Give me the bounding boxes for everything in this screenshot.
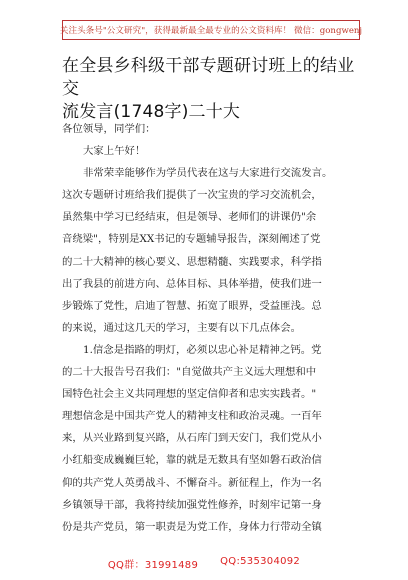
document-title <box>62 55 362 124</box>
title-line-2: 流发言(1748字)二十大 <box>62 102 241 122</box>
body-line: 小红船变成巍巍巨轮，靠的就是无数具有坚如磐石政治信 <box>62 454 322 467</box>
body-line: 的二十大报告号召我们："自觉做共产主义远大理想和中 <box>62 366 317 379</box>
body-line: 这次专题研讨班给我们提供了一次宝贵的学习交流机会， <box>62 189 322 202</box>
qq-number: QQ:535304092 <box>220 556 301 567</box>
body-line: 音绕梁"，特别是XX书记的专题辅导报告，深刻阐述了党 <box>62 233 321 246</box>
body-line: 非常荣幸能够作为学员代表在这与大家进行交流发言。 <box>83 167 333 180</box>
title-line-1: 在全县乡科级干部专题研讨班上的结业交 <box>62 56 355 99</box>
body-line: 仰的共产党人英勇战斗、不懈奋斗。新征程上，作为一名 <box>62 476 322 489</box>
promo-banner <box>59 20 363 40</box>
promo-banner-text: 关注头条号"公文研究"，获得最新最全最专业的公文资料库！ 微信：gongwenj <box>59 26 363 36</box>
body-line: 的来说，通过这几天的学习，主要有以下几点体会。 <box>62 321 301 334</box>
document-body <box>62 118 352 538</box>
body-line: 来，从兴业路到复兴路，从石库门到天安门，我们党从小 <box>62 432 322 445</box>
body-line: 份是共产党员，第一职责是为党工作，身体力行带动全镇 <box>62 520 322 533</box>
body-line: 1.信念是指路的明灯，必须以忠心补足精神之钙。党 <box>83 343 322 356</box>
body-line: 各位领导，同学们： <box>62 123 156 135</box>
body-line: 步锻炼了党性，启迪了智慧、拓宽了眼界，受益匪浅。总 <box>62 299 322 312</box>
body-line: 的二十大精神的核心要义、思想精髓、实践要求，科学指 <box>62 255 322 268</box>
qq-group-number: QQ群：31991489 <box>107 560 199 571</box>
body-line: 国特色社会主义共同理想的坚定信仰者和忠实实践者。" <box>62 388 317 401</box>
body-line: 虽然集中学习已经结束，但是领导、老师们的讲课仍"余 <box>62 211 317 224</box>
body-line: 大家上午好！ <box>83 145 146 158</box>
contact-footer <box>0 556 408 570</box>
body-line: 理想信念是中国共产党人的精神支柱和政治灵魂。一百年 <box>62 410 322 423</box>
body-line: 出了我县的前进方向、总体目标、具体举措，使我们进一 <box>62 277 322 290</box>
body-line: 乡镇领导干部，我将持续加强党性修养，时刻牢记第一身 <box>62 498 322 511</box>
